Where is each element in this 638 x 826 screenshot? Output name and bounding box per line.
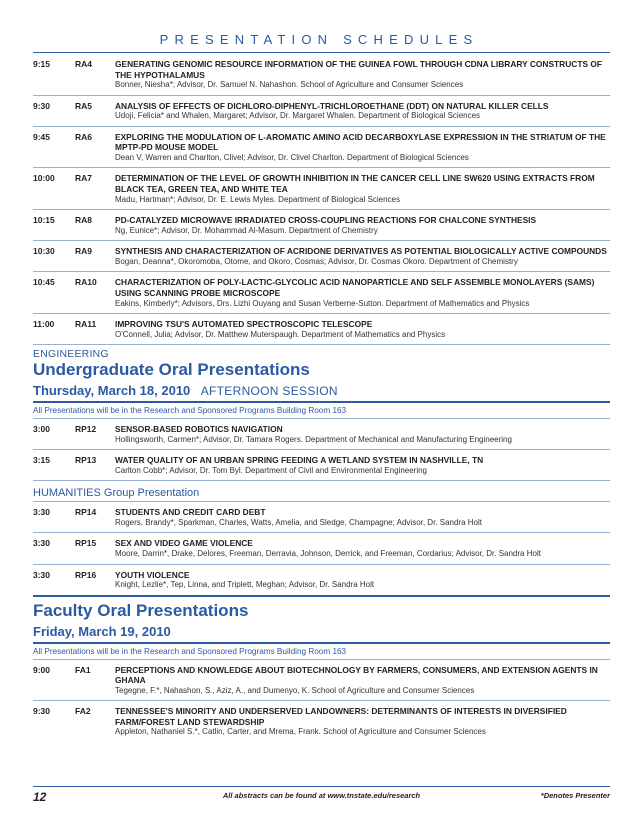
row-authors: Bogan, Deanna*, Okoromoba, Otome, and Okoro, Cosmas; Advisor, Dr. Cosmas Okoro. Department of Chemistry: [115, 256, 518, 266]
row-authors: Madu, Hartman*; Advisor, Dr. E. Lewis Myles. Department of Biological Sciences: [115, 194, 401, 204]
row-title: EXPLORING THE MODULATION OF L-AROMATIC AMINO ACID DECARBOXYLASE EXPRESSION IN THE STRIATUM OF THE MPTP-PD MOUSE MODEL: [115, 131, 606, 153]
row-authors: Carlton Cobb*; Advisor, Dr. Tom Byl. Department of Civil and Environmental Engineering: [115, 465, 428, 475]
row-code: RP13: [75, 455, 97, 466]
date-bar: [33, 380, 610, 403]
row-authors: Knight, Lezlie*, Tep, Linna, and Triplett, Meghan; Advisor, Dr. Sandra Holt: [115, 580, 375, 590]
row-code: RA10: [75, 277, 97, 288]
row-code: RA7: [75, 173, 93, 184]
row-content: [115, 570, 610, 591]
page-number: 12: [33, 790, 47, 804]
row-authors: Rogers, Brandy*, Sparkman, Charles, Watts, Amelia, and Sledge, Champagne; Advisor, Dr. Sandra Holt: [115, 517, 482, 527]
table-row: [33, 502, 610, 533]
row-title: IMPROVING TSU'S AUTOMATED SPECTROSCOPIC TELESCOPE: [115, 319, 373, 330]
row-code: FA1: [75, 664, 91, 675]
table-row: [33, 127, 610, 169]
row-time: 9:45: [33, 131, 51, 142]
row-title: PD-CATALYZED MICROWAVE IRRADIATED CROSS-COUPLING REACTIONS FOR CHALCONE SYNTHESIS: [115, 215, 537, 226]
row-title: YOUTH VIOLENCE: [115, 569, 190, 580]
session-label: AFTERNOON SESSION: [200, 384, 338, 399]
table-row: [33, 54, 610, 96]
row-code: RP15: [75, 538, 97, 549]
table-row: [33, 533, 610, 564]
row-title: CHARACTERIZATION OF POLY-LACTIC-GLYCOLIC ACID NANOPARTICLE AND SELF ASSEMBLE MONOLAYERS (SAMS) USING SCANNING PROBE MICROSCOPE: [115, 277, 595, 298]
row-code: RP14: [75, 507, 97, 518]
page-header: PRESENTATION SCHEDULES: [159, 32, 479, 47]
table-row: [33, 241, 610, 272]
row-time: 3:00: [33, 424, 51, 435]
row-code: RA8: [75, 215, 93, 226]
row-time: 11:00: [33, 319, 55, 330]
row-title: DETERMINATION OF THE LEVEL OF GROWTH INHIBITION IN THE CANCER CELL LINE SW620 USING EXTRACTS FROM BLACK TEA, GREEN TEA, AND WHITE TEA: [115, 173, 595, 195]
row-content: [115, 319, 610, 340]
row-content: [115, 246, 610, 267]
date-bar: [33, 621, 610, 644]
row-content: [115, 424, 610, 445]
footer-divider: [33, 786, 610, 787]
table-row: [33, 96, 610, 127]
row-title: PERCEPTIONS AND KNOWLEDGE ABOUT BIOTECHNOLOGY BY FARMERS, CONSUMERS, AND EXTENSION AGENTS IN GHANA: [115, 664, 598, 686]
row-code: RA11: [75, 319, 97, 330]
session-date: Thursday, March 18, 2010: [33, 383, 191, 399]
location-note: All Presentations will be in the Research and Sponsored Programs Building Room 163: [33, 644, 610, 660]
section-faculty: [33, 601, 610, 742]
department-label: ENGINEERING: [33, 348, 109, 361]
row-content: [115, 507, 610, 528]
table-row: [33, 565, 610, 597]
row-title: SEX AND VIDEO GAME VIOLENCE: [115, 538, 253, 549]
row-content: [115, 59, 610, 91]
row-time: 10:45: [33, 277, 55, 288]
table-row: [33, 450, 610, 481]
row-content: [115, 455, 610, 476]
location-note: All Presentations will be in the Research and Sponsored Programs Building Room 163: [33, 403, 610, 419]
row-content: [115, 665, 610, 697]
header-divider: [33, 52, 610, 53]
row-code: RA4: [75, 59, 93, 69]
group-title: HUMANITIES Group Presentation: [33, 487, 610, 502]
abstracts-link-note: All abstracts can be found at www.tnstate.edu/research: [222, 791, 421, 800]
table-row: [33, 314, 610, 345]
section-title: Undergraduate Oral Presentations: [33, 360, 310, 380]
row-time: 3:30: [33, 507, 51, 518]
row-title: WATER QUALITY OF AN URBAN SPRING FEEDING A WETLAND SYSTEM IN NASHVILLE, TN: [115, 455, 484, 466]
row-title: STUDENTS AND CREDIT CARD DEBT: [115, 507, 266, 518]
row-content: [115, 101, 610, 122]
presenter-note: *Denotes Presenter: [540, 791, 610, 800]
page-footer: [33, 786, 610, 804]
table-row: [33, 660, 610, 702]
row-title: ANALYSIS OF EFFECTS OF DICHLORO-DIPHENYL-TRICHLOROETHANE (DDT) ON NATURAL KILLER CELLS: [115, 100, 549, 111]
section-engineering: [33, 348, 610, 481]
row-content: [115, 215, 610, 236]
row-time: 9:30: [33, 706, 51, 717]
row-content: [115, 173, 610, 205]
row-code: RP16: [75, 569, 97, 580]
row-content: [115, 538, 610, 559]
row-authors: Tegegne, F.*, Nahashon, S., Aziz, A., and Dumenyo, K. School of Agriculture and Consumer Sciences: [115, 685, 475, 695]
row-time: 10:30: [33, 246, 55, 257]
session-date: Friday, March 19, 2010: [33, 623, 171, 639]
table-row: [33, 272, 610, 314]
table-row: [33, 701, 610, 742]
row-authors: Udoji, Felicia* and Whalen, Margaret; Advisor, Dr. Margaret Whalen. Department of Biological Sciences: [115, 111, 481, 121]
row-time: 3:15: [33, 455, 51, 466]
row-title: SYNTHESIS AND CHARACTERIZATION OF ACRIDONE DERIVATIVES AS POTENTIAL BIOLOGICALLY ACTIVE COMPOUNDS: [115, 246, 607, 257]
row-time: 9:15: [33, 59, 51, 69]
row-time: 3:30: [33, 569, 51, 580]
section-title: Faculty Oral Presentations: [33, 600, 249, 620]
row-content: [115, 277, 610, 309]
row-authors: Ng, Eunice*; Advisor, Dr. Mohammad Al-Masum. Department of Chemistry: [115, 225, 378, 235]
row-code: RA9: [75, 246, 93, 257]
row-authors: Moore, Darrin*, Drake, Delores, Freeman, Derravia, Johnson, Derrick, and Freeman, Cordarius; Advisor, Dr. Sandra Holt: [115, 549, 541, 558]
row-code: FA2: [75, 706, 91, 717]
row-authors: Dean V, Warren and Charlton, Clivel; Advisor, Dr. Clivel Charlton. Department of Biological Sciences: [115, 152, 469, 162]
row-title: SENSOR-BASED ROBOTICS NAVIGATION: [115, 424, 283, 435]
row-title: GENERATING GENOMIC RESOURCE INFORMATION OF THE GUINEA FOWL THROUGH CDNA LIBRARY CONSTRUCTS OF THE HYPOTHALAMUS: [115, 59, 602, 80]
row-authors: Appleton, Nathaniel S.*, Catlin, Carter, and Mrema, Frank. School of Agriculture and Consumer Sciences: [115, 727, 486, 737]
row-code: RA6: [75, 131, 93, 142]
row-time: 9:30: [33, 100, 51, 111]
section-humanities: [33, 487, 610, 596]
row-code: RA5: [75, 100, 93, 111]
row-time: 3:30: [33, 538, 51, 549]
row-content: [115, 132, 610, 164]
table-row: [33, 419, 610, 450]
row-time: 9:00: [33, 664, 51, 675]
row-authors: Hollingsworth, Carmen*; Advisor, Dr. Tamara Rogers. Department of Mechanical and Manufacturing Engineering: [115, 434, 512, 444]
row-time: 10:15: [33, 215, 55, 226]
row-title: TENNESSEE'S MINORITY AND UNDERSERVED LANDOWNERS: DETERMINANTS OF INTERESTS IN DIVERSIFIED FARM/FOREST LAND STEWARDSHIP: [115, 706, 567, 727]
row-content: [115, 706, 610, 738]
section-research-a: [33, 54, 610, 345]
row-authors: O'Connell, Julia; Advisor, Dr. Matthew Muterspaugh. Department of Mathematics and Physics: [115, 329, 446, 339]
row-code: RP12: [75, 424, 97, 435]
row-authors: Eakins, Kimberly*; Advisors, Drs. Lizhi Ouyang and Susan Verberne-Sutton. Department of Mathematics and Physics: [115, 298, 530, 308]
table-row: [33, 168, 610, 210]
row-authors: Bonner, Niesha*; Advisor, Dr. Samuel N. Nahashon. School of Agriculture and Consumer Sciences: [115, 80, 464, 90]
table-row: [33, 210, 610, 241]
schedule-page: [33, 54, 610, 742]
row-time: 10:00: [33, 173, 55, 184]
